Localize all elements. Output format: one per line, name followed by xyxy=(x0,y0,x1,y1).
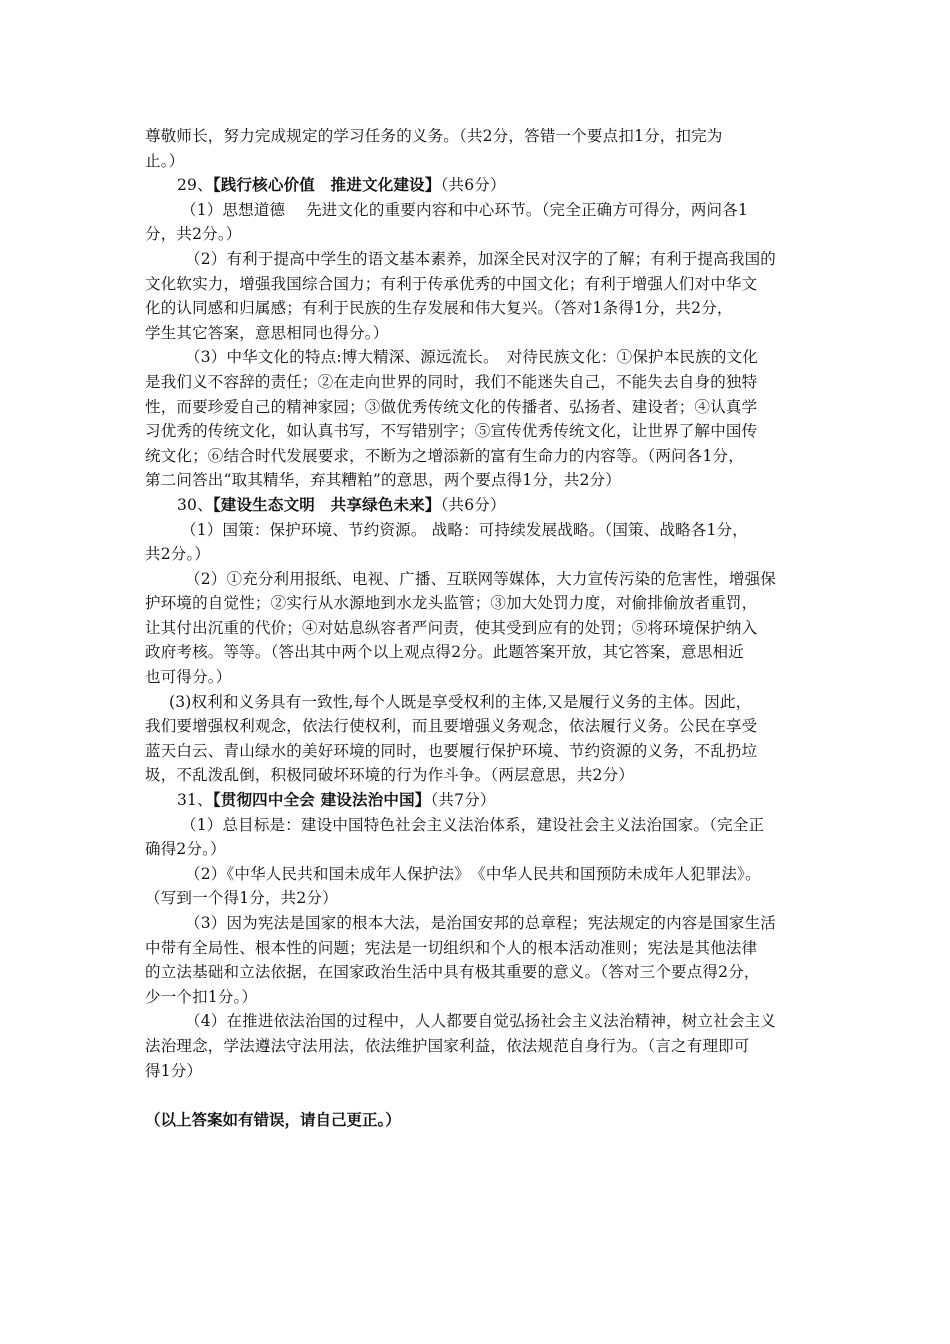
question-title: 【践行核心价值 推进文化建设】 xyxy=(212,175,441,195)
text-line: 尊敬师长，努力完成规定的学习任务的义务。（共2分，答错一个要点扣1分，扣完为 xyxy=(145,127,723,145)
text-line: 文化软实力，增强我国综合国力；有利于传承优秀的中国文化；有利于增强人们对中华文 xyxy=(145,274,758,293)
answer-29-2: （2）有利于提高中学生的语文基本素养，加深全民对汉字的了解；有利于提高我国的 xyxy=(185,249,776,268)
text-line: 让其付出沉重的代价；④对姑息纵容者严问责，使其受到应有的处罚；⑤将环境保护纳入 xyxy=(145,618,758,637)
question-title: 【建设生态文明 共享绿色未来】 xyxy=(212,494,441,514)
footer-note: （以上答案如有错误，请自己更正。） xyxy=(145,1109,401,1129)
question-score: （共7分） xyxy=(430,791,496,810)
answer-30-2: （2）①充分利用报纸、电视、广播、互联网等媒体，大力宣传污染的危害性，增强保 xyxy=(185,569,776,588)
text-line: 确得2分。） xyxy=(145,840,226,859)
text-line: 习优秀的传统文化，如认真书写，不写错别字；⑤宣传优秀传统文化，让世界了解中国传 xyxy=(145,422,758,441)
answer-document xyxy=(145,124,810,1132)
question-number: 30、 xyxy=(177,495,213,514)
text-line: 圾，不乱泼乱倒，积极同破坏环境的行为作斗争。（两层意思，共2分） xyxy=(145,766,635,785)
answer-31-2: （2）《中华人民共和国未成年人保护法》 《中华人民共和国预防未成年人犯罪法》。 xyxy=(185,864,761,883)
answer-29-3: （3）中华文化的特点:博大精深、源远流长。 对待民族文化：①保护本民族的文化 xyxy=(185,348,758,367)
text-line: 学生其它答案，意思相同也得分。） xyxy=(145,323,389,342)
text-line: 中带有全局性、根本性的问题；宪法是一切组织和个人的根本活动准则；宪法是其他法律 xyxy=(145,938,758,957)
answer-31-1: （1）总目标是：建设中国特色社会主义法治体系，建设社会主义法治国家。（完全正 xyxy=(181,815,765,834)
question-score: （共6分） xyxy=(440,495,506,514)
text-line: 分，共2分。） xyxy=(145,225,242,244)
answer-31-4: （4）在推进依法治国的过程中，人人都要自觉弘扬社会主义法治精神，树立社会主义 xyxy=(185,1012,776,1031)
question-31-heading xyxy=(145,788,810,813)
answer-30-1: （1）国策：保护环境、节约资源。 战略：可持续发展战略。（国策、战略各1分， xyxy=(181,520,749,539)
text-line: 第二问答出“取其精华，弃其糟粕”的意思，两个要点得1分，共2分） xyxy=(145,471,621,490)
spacer xyxy=(145,1083,810,1108)
question-29-heading xyxy=(145,173,810,198)
text-line: 止。） xyxy=(145,151,185,170)
question-score: （共6分） xyxy=(440,176,506,195)
text-line: 性，而要珍爱自己的精神家园；③做优秀传统文化的传播者、弘扬者、建设者；④认真学 xyxy=(145,397,758,416)
answer-30-3: (3)权利和义务具有一致性,每个人既是享受权利的主体,又是履行义务的主体。因此， xyxy=(169,692,752,711)
answer-31-3: （3）因为宪法是国家的根本大法，是治国安邦的总章程；宪法规定的内容是国家生活 xyxy=(185,914,776,932)
text-line: 是我们义不容辞的责任；②在走向世界的同时，我们不能迷失自己，不能失去自身的独特 xyxy=(145,372,758,391)
question-title: 【贯彻四中全会 建设法治中国】 xyxy=(212,790,431,810)
text-line: （写到一个得1分，共2分） xyxy=(145,889,338,908)
text-line: 化的认同感和归属感；有利于民族的生存发展和伟大复兴。（答对1条得1分，共2分， xyxy=(145,299,733,318)
text-line: 我们要增强权利观念，依法行使权利，而且要增强义务观念，依法履行义务。公民在享受 xyxy=(145,717,758,736)
text-line: 共2分。） xyxy=(145,545,211,564)
text-line: 也可得分。） xyxy=(145,668,232,687)
text-line: 统文化；⑥结合时代发展要求，不断为之增添新的富有生命力的内容等。（两问各1分， xyxy=(145,446,744,465)
question-number: 31、 xyxy=(177,791,213,810)
text-line: 法治理念，学法遵法守法用法，依法维护国家利益，依法规范自身行为。（言之有理即可 xyxy=(145,1036,750,1055)
text-line: 得1分） xyxy=(145,1061,203,1080)
text-line: 的立法基础和立法依据，在国家政治生活中具有极其重要的意义。（答对三个要点得2分， xyxy=(145,963,760,982)
text-line: 蓝天白云、青山绿水的美好环境的同时，也要履行保护环境、节约资源的义务，不乱扔垃 xyxy=(145,741,758,760)
answer-29-1: （1）思想道德 先进文化的重要内容和中心环节。（完全正确方可得分，两问各1 xyxy=(181,200,749,219)
text-line: 少一个扣1分。） xyxy=(145,987,258,1006)
text-line: 政府考核。等等。（答出其中两个以上观点得2分。此题答案开放，其它答案，意思相近 xyxy=(145,643,744,662)
text-line: 护环境的自觉性；②实行从水源地到水龙头监管；③加大处罚力度，对偷排偷放者重罚， xyxy=(145,594,758,613)
question-30-heading xyxy=(145,493,810,518)
question-number: 29、 xyxy=(177,176,213,195)
